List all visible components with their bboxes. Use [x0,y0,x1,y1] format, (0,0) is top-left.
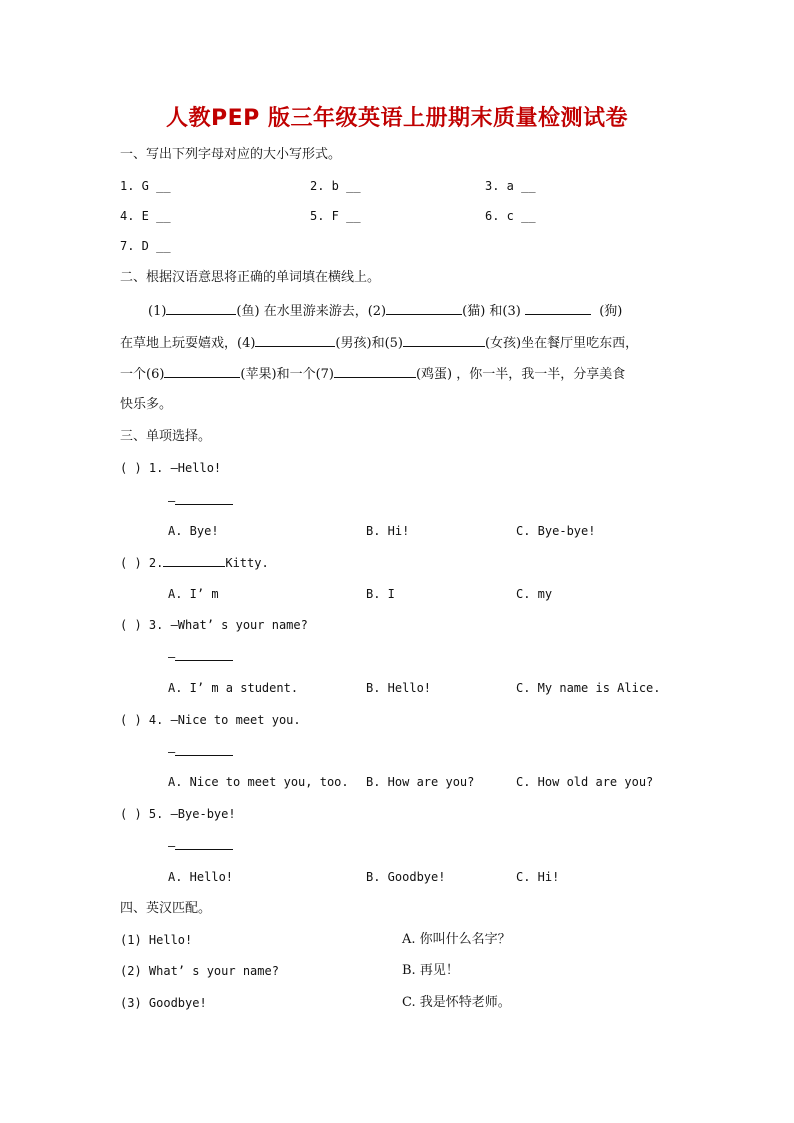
text-fragment: (鱼) 在水里游来游去，(2) [236,304,387,319]
question-tail: Kitty. [225,556,269,570]
option-b: B. How are you? [366,775,475,789]
page-title: 人教PEP 版三年级英语上册期末质量检测试卷 [166,106,628,131]
dash: — [168,494,176,508]
dash: — [168,839,176,853]
section2-heading: 二、根据汉语意思将正确的单词填在横线上。 [120,270,381,285]
answer-blank[interactable] [166,302,236,315]
answer-blank[interactable] [175,492,233,505]
letter-item: 3. a __ [485,179,536,193]
text-fragment: (男孩)和(5) [335,336,403,351]
fill-paragraph-line: 快乐多。 [120,397,173,412]
option-b: B. I [366,587,395,601]
text-fragment: (猫) 和(3) [462,304,521,319]
reply-line [168,743,233,760]
answer-blank[interactable] [175,648,233,661]
option-c: C. my [516,587,553,601]
match-left-item: (2) What’ s your name? [120,964,279,978]
answer-blank[interactable] [386,302,462,315]
text-fragment: (女孩)坐在餐厅里吃东西， [484,336,639,351]
option-a: A. Hello! [168,870,234,884]
answer-blank[interactable] [163,554,225,567]
answer-blank[interactable] [403,334,485,347]
section1-heading: 一、写出下列字母对应的大小写形式。 [120,147,342,162]
answer-blank[interactable] [175,837,233,850]
question-stem [120,554,269,571]
option-c: C. My name is Alice. [516,681,661,695]
answer-blank[interactable] [175,743,233,756]
letter-item: 1. G __ [120,179,171,193]
answer-blank[interactable] [334,365,416,378]
answer-blank[interactable] [164,365,240,378]
section4-heading: 四、英汉匹配。 [120,901,212,916]
reply-line [168,492,233,509]
text-fragment: (狗) [599,304,623,319]
letter-item: 5. F __ [310,209,361,223]
text-fragment: (1) [148,304,167,319]
option-c: C. Hi! [516,870,560,884]
text-fragment: (苹果)和一个(7) [240,367,334,382]
text-fragment: 一个(6) [120,367,165,382]
match-right-item: C. 我是怀特老师。 [402,995,511,1010]
question-stem: ( ) 4. —Nice to meet you. [120,713,301,727]
fill-paragraph-line [120,365,676,383]
question-stem: ( ) 1. —Hello! [120,461,222,475]
match-left-item: (1) Hello! [120,933,193,947]
reply-line [168,837,233,854]
option-a: A. I’ m a student. [168,681,299,695]
text-fragment: (鸡蛋) ，你一半，我一半，分享美食 [415,367,626,382]
option-a: A. I’ m [168,587,219,601]
option-b: B. Goodbye! [366,870,446,884]
fill-paragraph-line [120,334,676,352]
section3-heading: 三、单项选择。 [120,429,212,444]
letter-item: 7. D __ [120,239,171,253]
letter-item: 6. c __ [485,209,536,223]
dash: — [168,745,176,759]
letter-item: 2. b __ [310,179,361,193]
match-right-item: A. 你叫什么名字？ [402,932,511,947]
fill-paragraph-line [148,302,676,320]
question-stem: ( ) 3. —What’ s your name? [120,618,308,632]
answer-blank[interactable] [525,302,591,315]
option-b: B. Hi! [366,524,410,538]
option-b: B. Hello! [366,681,432,695]
option-a: A. Nice to meet you, too. [168,775,349,789]
option-a: A. Bye! [168,524,219,538]
question-stem: ( ) 5. —Bye-bye! [120,807,236,821]
text-fragment: 在草地上玩耍嬉戏，(4) [120,336,256,351]
letter-item: 4. E __ [120,209,171,223]
answer-blank[interactable] [255,334,335,347]
option-c: C. Bye-bye! [516,524,596,538]
reply-line [168,648,233,665]
match-left-item: (3) Goodbye! [120,996,207,1010]
question-number: ( ) 2. [120,556,164,570]
option-c: C. How old are you? [516,775,654,789]
match-right-item: B. 再见！ [402,963,459,978]
dash: — [168,650,176,664]
